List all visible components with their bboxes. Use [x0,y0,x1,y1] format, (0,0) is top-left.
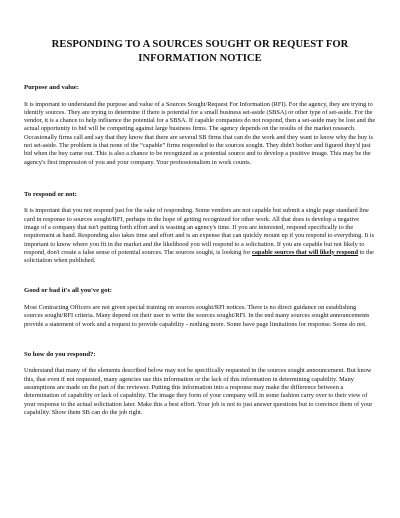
section-heading-purpose: Purpose and value: [24,84,79,91]
section-body-how: Understand that many of the elements described below may not be specifically requested in the sources sought announcement. But know this, that even if not requested, many agencies use this information or the lack of this information in determining capability. Many assumptions are made on the part of the reviewer. Putting this information into a response may make the difference between a determination of capability or lack of capability. The image they form of your company will in some fashion carry over to their view of your response to the actual solicitation later. Make this a best effort. Your job is not to just answer questions but to convince them of your capability. Show them SB can do the job right. [24,367,373,416]
document-title: RESPONDING TO A SOURCES SOUGHT OR REQUEST FOR INFORMATION NOTICE [51,39,349,64]
section-heading-how: So how do you respond?: [24,350,96,358]
section-body-good-or-bad: Most Contracting Officers are not given special training on sources sought/RFI notices. There is no direct guidance on establishing sources sought/RFI criteria. Many depend on their user to write the sources sought/RFI. In the end many sources sought announcements provide a statement of work and a request to provide capability - nothing more. Some have page limitations for response. Some do not. [24,303,370,328]
section-good-or-bad [24,287,376,328]
section-body-respond [24,207,376,265]
section-body-purpose: It is important to understand the purpose and value of a Sources Sought/Request For Information (RFI). For the agency, they are trying to identify sources. They are trying to determine if there is potential for a small business set-aside (SBSA) or other type of set-aside. For the vendor, it is a chance to help influence the potential for a SBSA. If capable companies do not respond, then a set-aside may be lost and the actual opportunity to bid will be competing against large business firms. The agency depends on the results of the market research. Occasionally firms call and say that they know that there are several SB firms that can do the work and they want to know why the buy is not set-aside. The problem is that none of the “capable” firms responded to the sources sought. They didn't bother and figured they'd just bid when the buy came out. This is also a chance to be recognized as a potential source and to develop a positive image. This may be the agency's first impression of you and your company. Your professionalism in work counts. [24,100,376,166]
respond-emphasis-text: capable sources that will likely respond [251,248,358,256]
section-purpose-and-value [24,84,376,167]
respond-body-tail: to the solicitation when published. [24,248,374,265]
section-how-to-respond [24,351,376,417]
section-to-respond-or-not [24,191,376,266]
section-heading-respond: To respond or not: [24,190,77,198]
respond-body-text: It is important that you not respond just for the sake of responding. Some vendors are not capable but submit a single page standard line card in response to sources sought/RFI, perhaps in the hope of getting recognized for other work. All that does is develop a negative image of a company that isn't putting forth effort and is wasting an agency's time. If you are interested, respond specifically to the requirement at hand. Responding also takes time and effort and is an expense that can quickly mount up if you respond to everything. It is important to know where you fit in the market and the likelihood you will respond to a solicitation. If you are capable but not likely to respond, don't create a false sense of potential sources. The sources sought, is looking for [24,207,375,256]
section-heading-good-or-bad: Good or bad it's all you've got: [24,287,112,295]
